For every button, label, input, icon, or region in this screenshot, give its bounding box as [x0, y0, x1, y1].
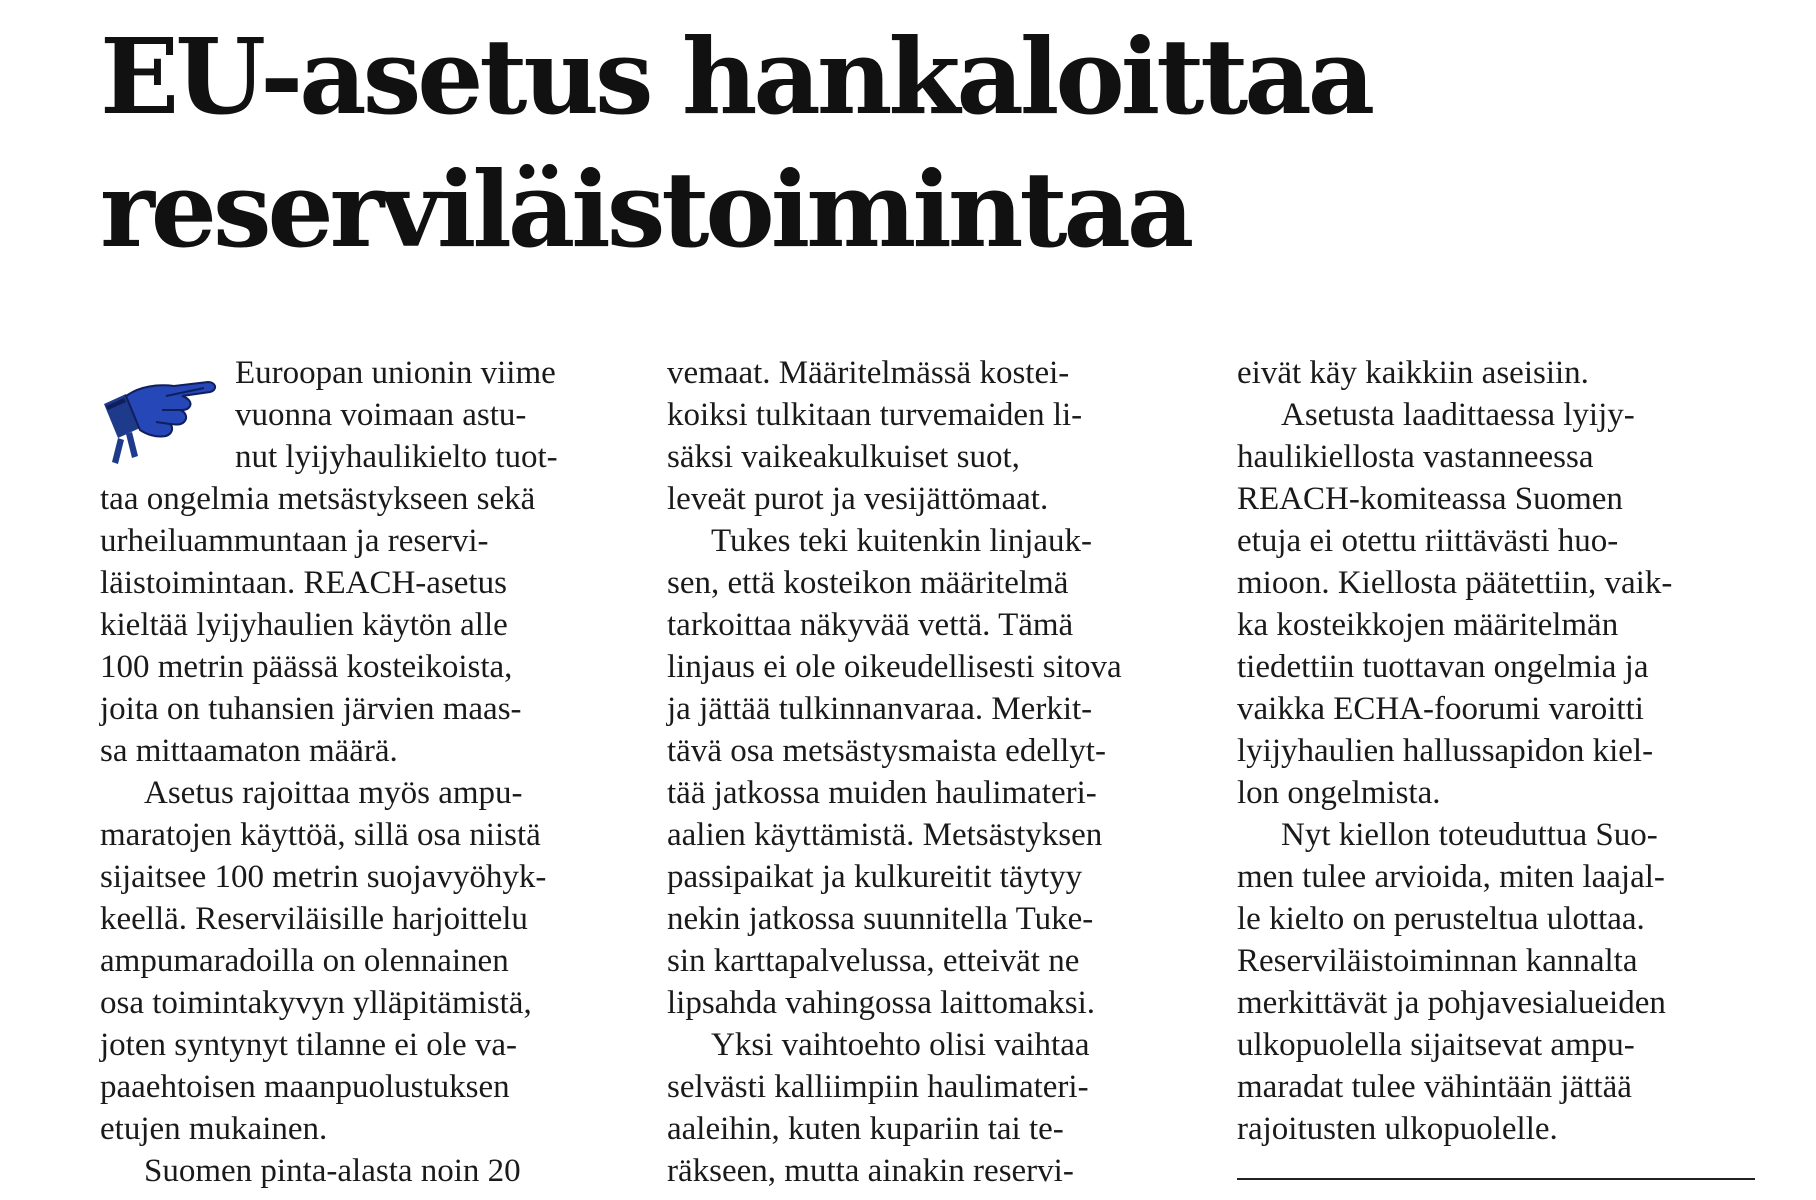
- article-headline: [100, 10, 1600, 276]
- text-line: REACH-komiteassa Suomen: [1237, 481, 1623, 517]
- headline-line-2: reserviläistoimintaa: [100, 148, 1191, 271]
- text-line: tävä osa metsästysmaista edellyt-: [667, 733, 1106, 769]
- text-line: le kielto on perusteltua ulottaa.: [1237, 901, 1645, 937]
- text-line: keellä. Reserviläisille harjoittelu: [100, 901, 528, 937]
- text-line: merkittävät ja pohjavesialueiden: [1237, 985, 1666, 1021]
- text-line: sin karttapalvelussa, etteivät ne: [667, 943, 1080, 979]
- text-line: Euroopan unionin viime: [235, 355, 556, 391]
- text-line: etuja ei otettu riittävästi huo-: [1237, 523, 1619, 559]
- text-line: lipsahda vahingossa laittomaksi.: [667, 985, 1096, 1021]
- text-line: räkseen, mutta ainakin reservi-: [667, 1153, 1074, 1189]
- text-line: sa mittaamaton määrä.: [100, 733, 398, 769]
- text-line: Asetus rajoittaa myös ampu-: [144, 775, 523, 811]
- text-line: leveät purot ja vesijättömaat.: [667, 481, 1049, 517]
- text-line: joten syntynyt tilanne ei ole va-: [100, 1027, 517, 1063]
- text-line: Reserviläistoiminnan kannalta: [1237, 943, 1638, 979]
- text-line: taa ongelmia metsästykseen sekä: [100, 481, 536, 517]
- text-line: tää jatkossa muiden haulimateri-: [667, 775, 1097, 811]
- text-line: ulkopuolella sijaitsevat ampu-: [1237, 1027, 1635, 1063]
- text-line: vuonna voimaan astu-: [235, 397, 527, 433]
- article-column-3: [1237, 352, 1777, 1150]
- text-line: rajoitusten ulkopuolelle.: [1237, 1111, 1558, 1147]
- text-line: tarkoittaa näkyvää vettä. Tämä: [667, 607, 1074, 643]
- text-line: lyijyhaulien hallussapidon kiel-: [1237, 733, 1654, 769]
- text-line: passipaikat ja kulkureitit täytyy: [667, 859, 1083, 895]
- text-line: maradat tulee vähintään jättää: [1237, 1069, 1632, 1105]
- text-line: osa toimintakyvyn ylläpitämistä,: [100, 985, 532, 1021]
- text-line: koiksi tulkitaan turvemaiden li-: [667, 397, 1083, 433]
- text-line: Yksi vaihtoehto olisi vaihtaa: [711, 1027, 1090, 1063]
- text-line: aaleihin, kuten kupariin tai te-: [667, 1111, 1064, 1147]
- text-line: säksi vaikeakulkuiset suot,: [667, 439, 1020, 475]
- text-line: haulikiellosta vastanneessa: [1237, 439, 1594, 475]
- text-line: linjaus ei ole oikeudellisesti sitova: [667, 649, 1122, 685]
- text-line: ampumaradoilla on olennainen: [100, 943, 509, 979]
- article-column-1: [100, 352, 630, 1192]
- text-line: 100 metrin päässä kosteikoista,: [100, 649, 513, 685]
- text-line: aalien käyttämistä. Metsästyksen: [667, 817, 1103, 853]
- text-line: tiedettiin tuottavan ongelmia ja: [1237, 649, 1649, 685]
- text-line: ka kosteikkojen määritelmän: [1237, 607, 1619, 643]
- text-line: vemaat. Määritelmässä kostei-: [667, 355, 1070, 391]
- text-line: kieltää lyijyhaulien käytön alle: [100, 607, 508, 643]
- text-line: paaehtoisen maanpuolustuksen: [100, 1069, 510, 1105]
- text-line: lon ongelmista.: [1237, 775, 1441, 811]
- text-line: Asetusta laadittaessa lyijy-: [1281, 397, 1635, 433]
- text-line: eivät käy kaikkiin aseisiin.: [1237, 355, 1589, 391]
- text-line: selvästi kalliimpiin haulimateri-: [667, 1069, 1089, 1105]
- text-line: nut lyijyhaulikielto tuot-: [235, 439, 558, 475]
- article-column-2: [667, 352, 1207, 1192]
- text-line: Tukes teki kuitenkin linjauk-: [711, 523, 1093, 559]
- text-line: men tulee arvioida, miten laajal-: [1237, 859, 1665, 895]
- text-line: mioon. Kiellosta päätettiin, vaik-: [1237, 565, 1673, 601]
- text-line: ja jättää tulkinnanvaraa. Merkit-: [667, 691, 1093, 727]
- text-line: sijaitsee 100 metrin suojavyöhyk-: [100, 859, 547, 895]
- text-line: nekin jatkossa suunnitella Tuke-: [667, 901, 1094, 937]
- text-line: etujen mukainen.: [100, 1111, 328, 1147]
- byline-divider: [1237, 1178, 1755, 1180]
- text-line: Suomen pinta-alasta noin 20: [144, 1153, 521, 1189]
- text-line: läistoimintaan. REACH-asetus: [100, 565, 507, 601]
- text-line: maratojen käyttöä, sillä osa niistä: [100, 817, 541, 853]
- text-line: joita on tuhansien järvien maas-: [100, 691, 522, 727]
- text-line: vaikka ECHA-foorumi varoitti: [1237, 691, 1644, 727]
- text-line: Nyt kiellon toteuduttua Suo-: [1281, 817, 1658, 853]
- text-line: sen, että kosteikon määritelmä: [667, 565, 1069, 601]
- text-line: urheiluammuntaan ja reservi-: [100, 523, 489, 559]
- headline-line-1: EU-asetus hankaloittaa: [100, 15, 1372, 138]
